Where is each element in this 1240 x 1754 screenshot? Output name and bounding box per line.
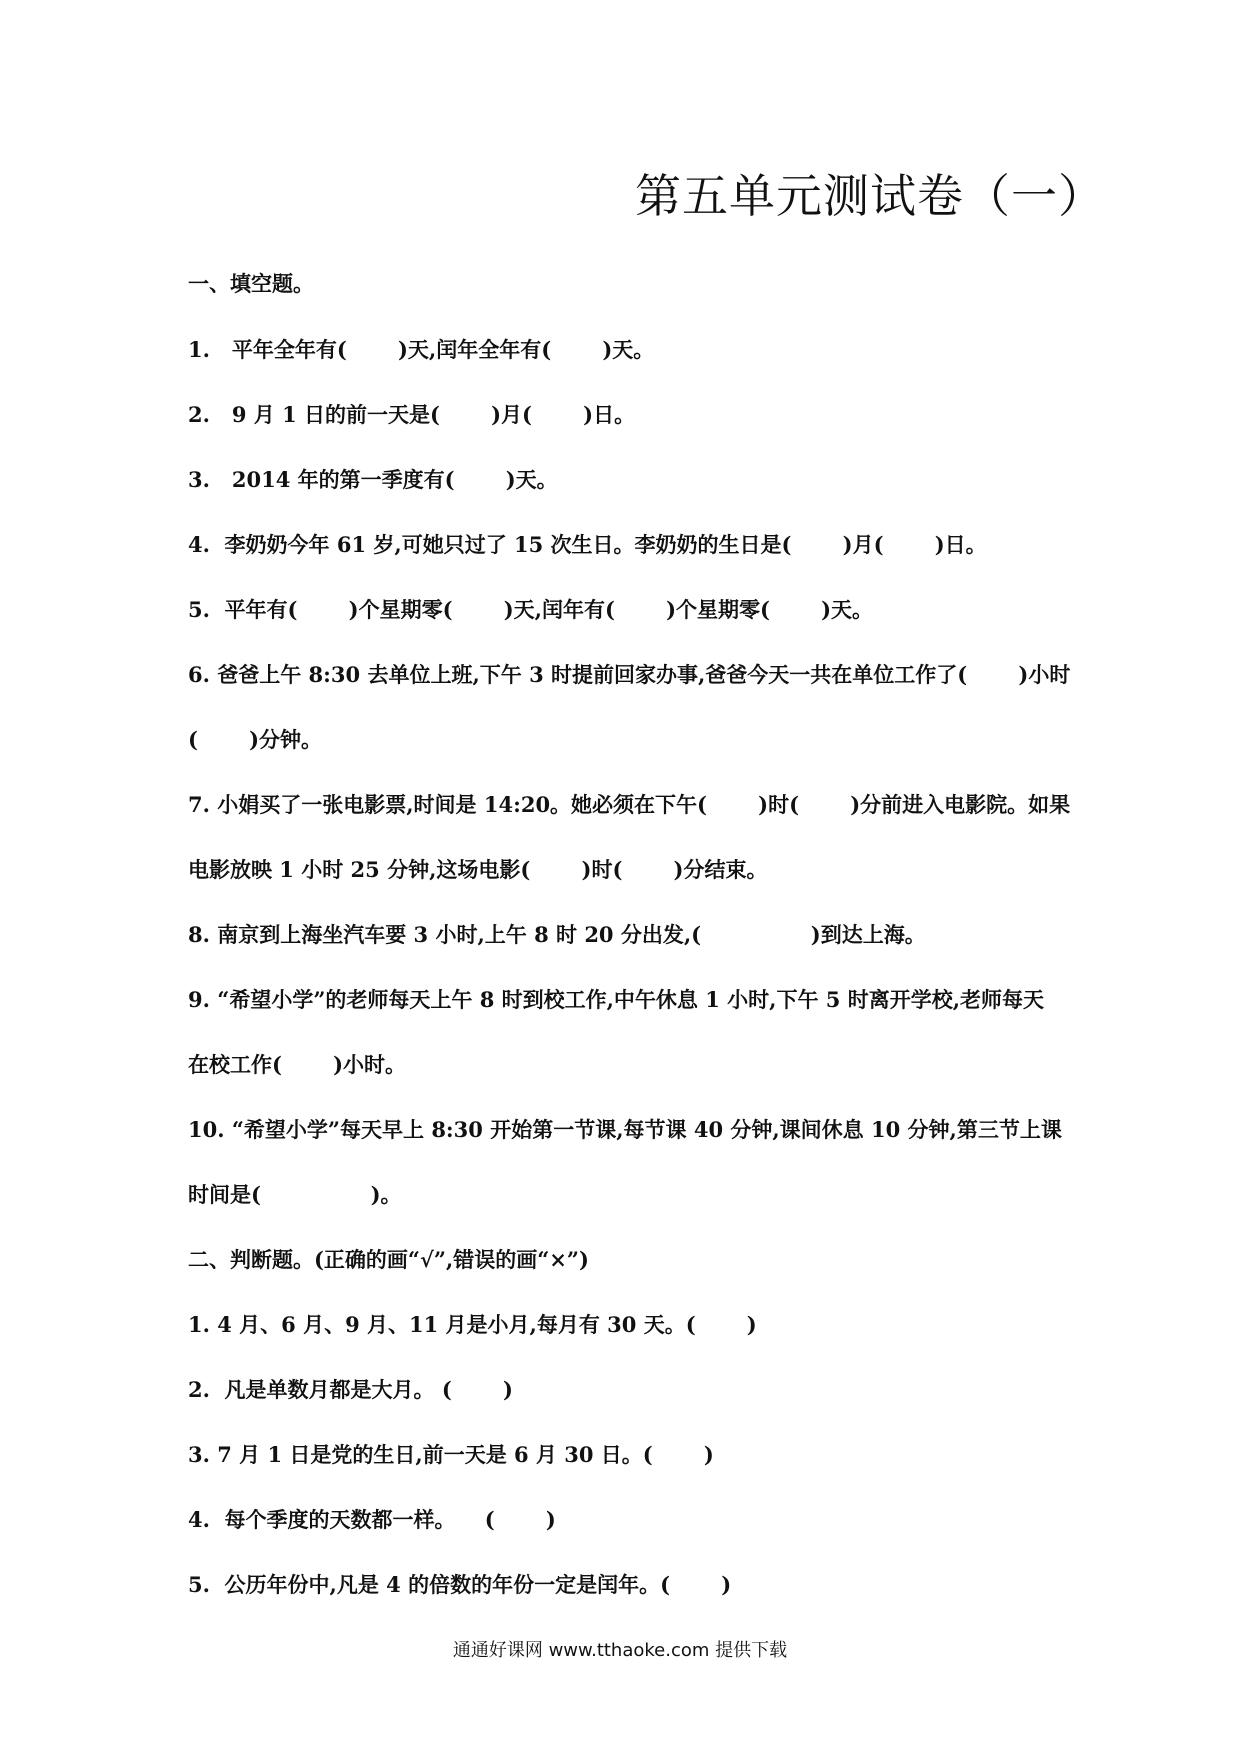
question-line: 5. 平年有( )个星期零( )天,闰年有( )个星期零( )天。 xyxy=(188,597,874,622)
question-line: 1. 平年全年有( )天,闰年全年有( )天。 xyxy=(188,337,655,362)
page-footer: 通通好课网 www.tthaoke.com 提供下载 xyxy=(452,1640,788,1661)
question-line: 8. 南京到上海坐汽车要 3 小时,上午 8 时 20 分出发,( )到达上海。 xyxy=(188,922,926,947)
question-line: 5. 公历年份中,凡是 4 的倍数的年份一定是闰年。( ) xyxy=(188,1572,732,1597)
question-line: 2. 凡是单数月都是大月。 ( ) xyxy=(188,1377,513,1402)
question-line: 9. “希望小学”的老师每天上午 8 时到校工作,中午休息 1 小时,下午 5 时离开学校,老师每天 xyxy=(188,987,1045,1012)
question-line: 6. 爸爸上午 8:30 去单位上班,下午 3 时提前回家办事,爸爸今天一共在单位工作了( )小时 xyxy=(188,662,1071,687)
question-line: 3. 7 月 1 日是党的生日,前一天是 6 月 30 日。( ) xyxy=(188,1442,714,1467)
question-line: 1. 4 月、6 月、9 月、11 月是小月,每月有 30 天。( ) xyxy=(188,1312,757,1337)
question-line: 时间是( )。 xyxy=(188,1182,402,1207)
question-line: 电影放映 1 小时 25 分钟,这场电影( )时( )分结束。 xyxy=(188,857,768,882)
section-heading-fill-in: 一、填空题。 xyxy=(188,271,314,296)
question-line: 在校工作( )小时。 xyxy=(188,1052,407,1077)
question-line: 4. 李奶奶今年 61 岁,可她只过了 15 次生日。李奶奶的生日是( )月( )日。 xyxy=(188,532,987,557)
question-line: 2. 9 月 1 日的前一天是( )月( )日。 xyxy=(188,402,636,427)
section-heading-true-false: 二、判断题。(正确的画“√”,错误的画“×”) xyxy=(188,1247,589,1272)
question-line: 7. 小娟买了一张电影票,时间是 14:20。她必须在下午( )时( )分前进入电影院。如果 xyxy=(188,792,1071,817)
question-line: 3. 2014 年的第一季度有( )天。 xyxy=(188,467,558,492)
question-line: 4. 每个季度的天数都一样。 ( ) xyxy=(188,1507,556,1532)
question-line: ( )分钟。 xyxy=(188,727,323,752)
question-line: 10. “希望小学”每天早上 8:30 开始第一节课,每节课 40 分钟,课间休息 10 分钟,第三节上课 xyxy=(188,1117,1062,1142)
page-title: 第五单元测试卷（一） xyxy=(635,169,1105,223)
